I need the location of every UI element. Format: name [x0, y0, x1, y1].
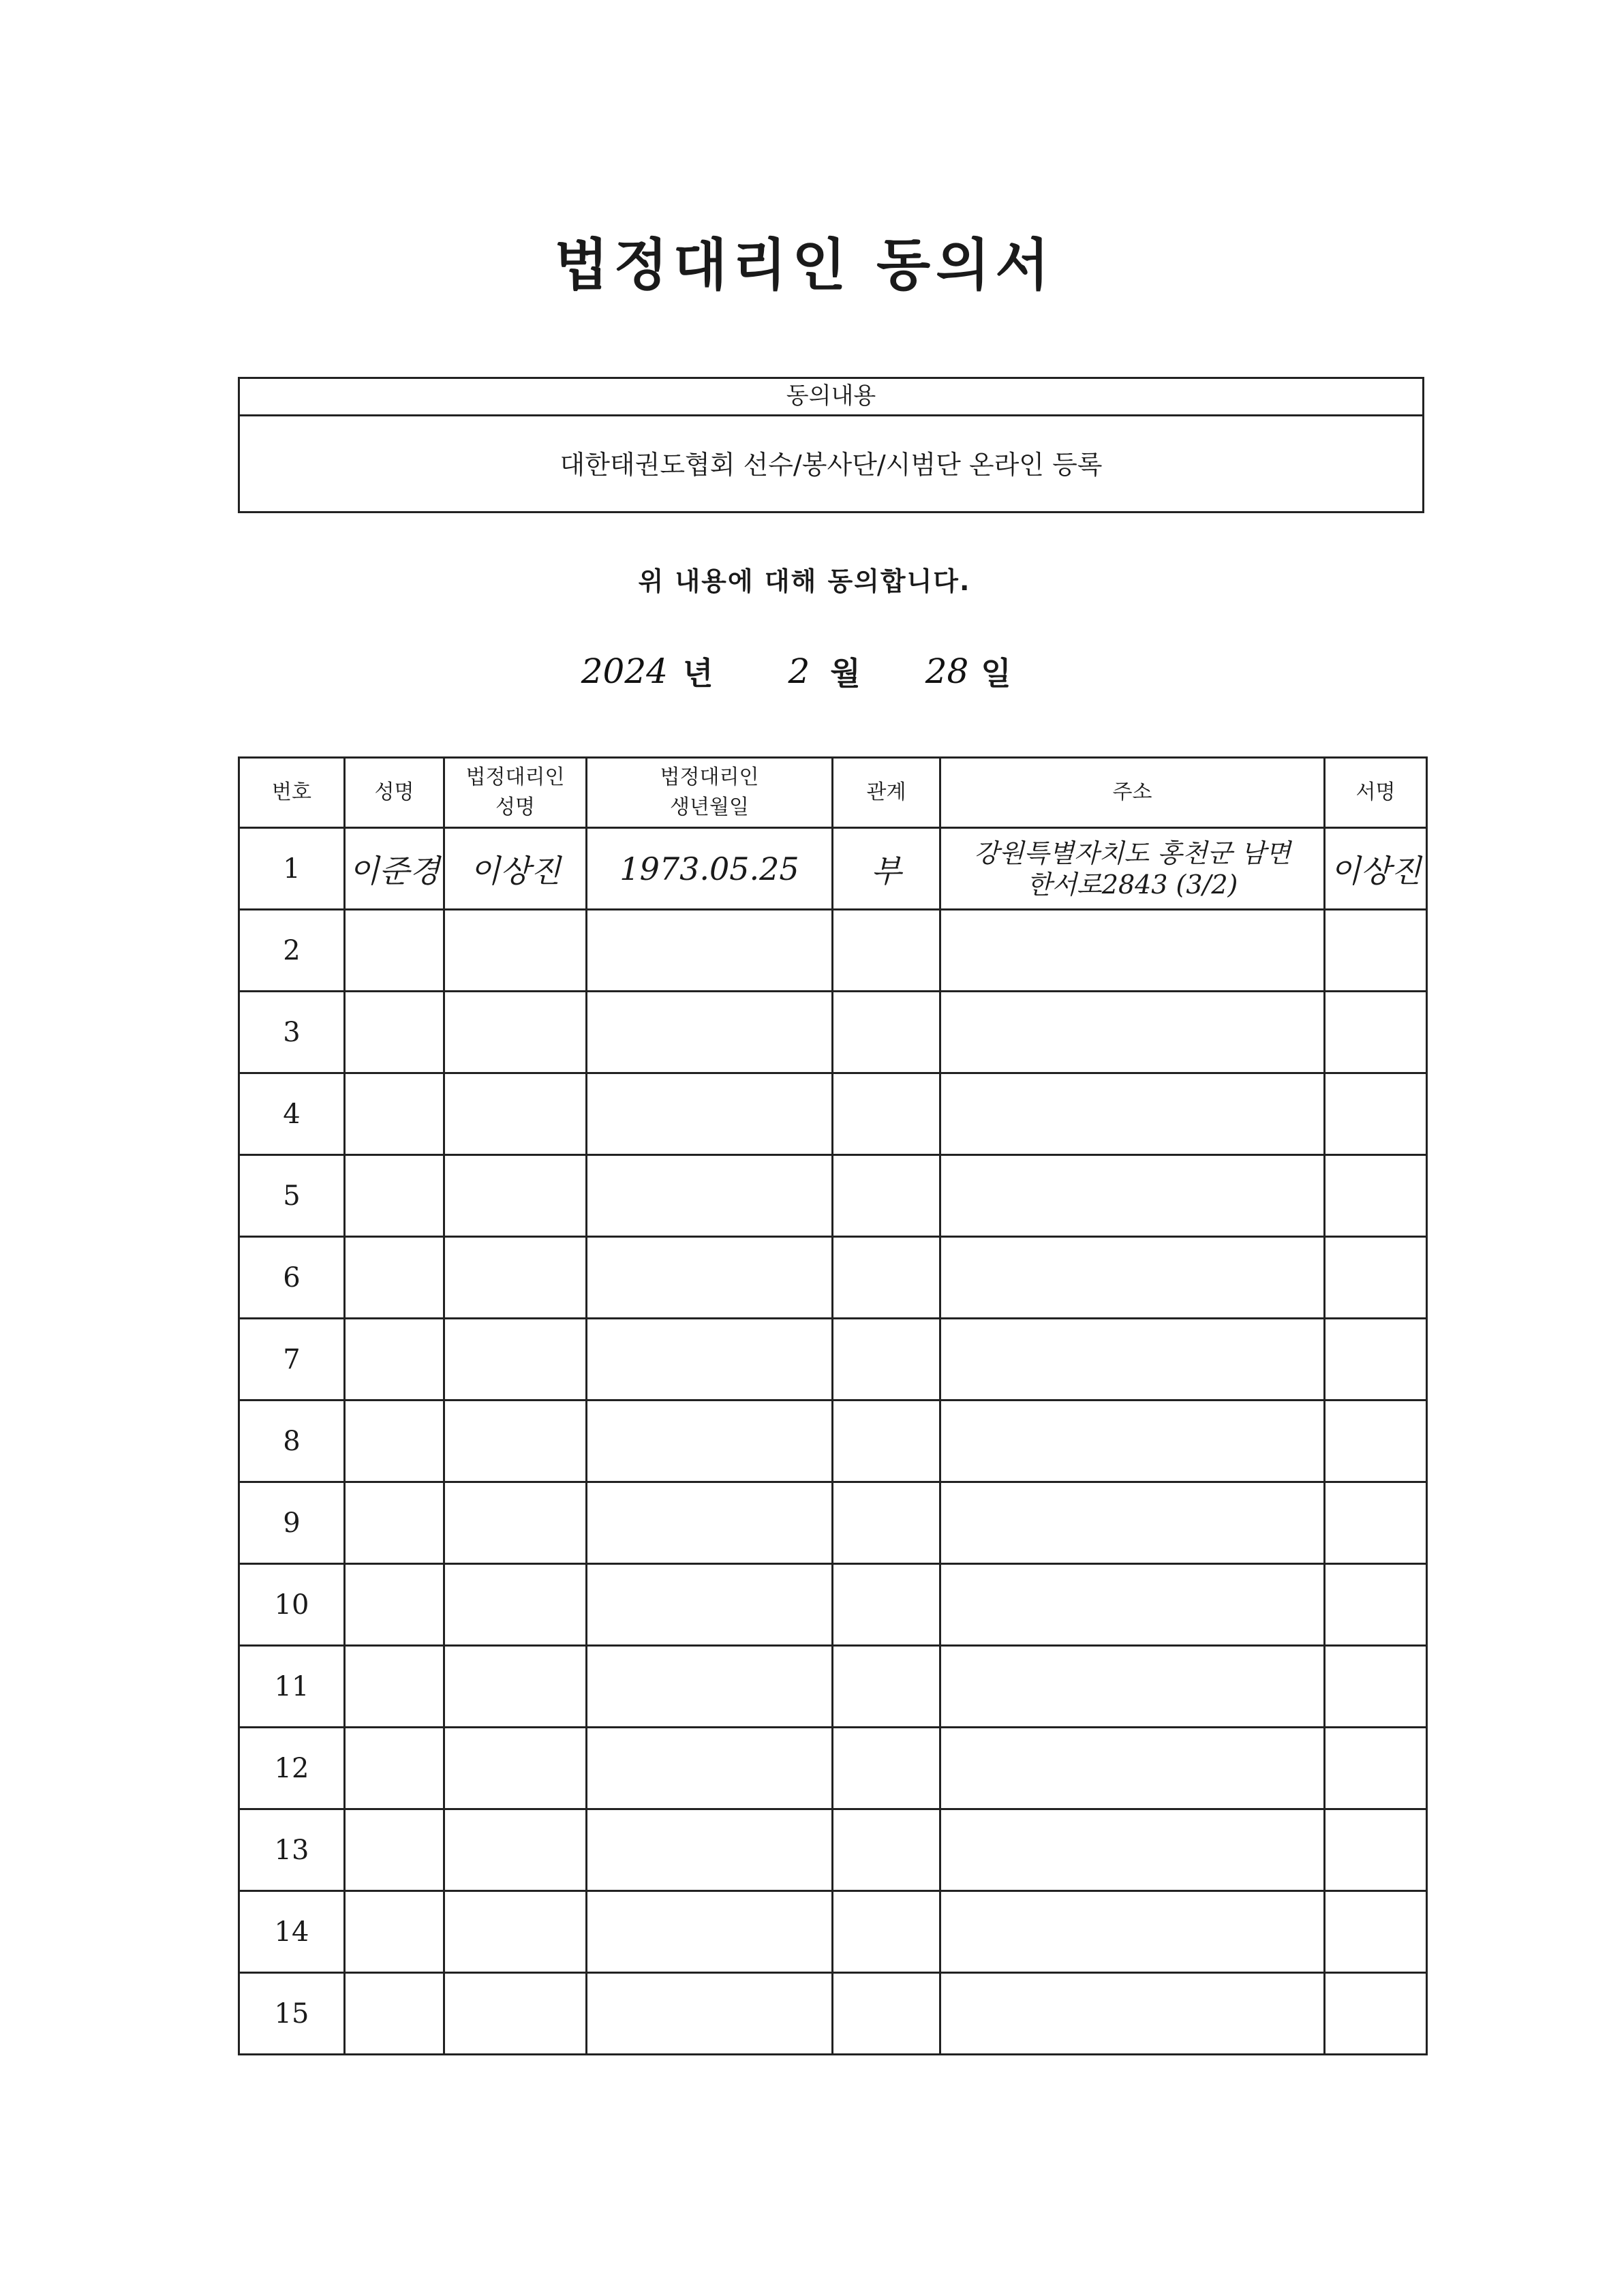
consent-box	[238, 377, 1424, 513]
row-guardian-name[interactable]	[444, 1564, 587, 1646]
row-address[interactable]	[940, 1728, 1325, 1809]
row-signature[interactable]: 이상진	[1325, 828, 1427, 910]
row-address[interactable]	[940, 828, 1325, 910]
table-row	[239, 1482, 1427, 1564]
row-guardian-birth[interactable]: 1973.05.25	[587, 828, 833, 910]
row-guardian-name[interactable]	[444, 910, 587, 992]
row-guardian-name[interactable]	[444, 1482, 587, 1564]
row-number: 15	[239, 1973, 345, 2055]
row-address[interactable]	[940, 1646, 1325, 1728]
row-guardian-birth[interactable]	[587, 1809, 833, 1891]
row-relation[interactable]	[833, 1973, 940, 2055]
row-relation[interactable]	[833, 1319, 940, 1400]
row-guardian-name[interactable]	[444, 992, 587, 1073]
row-guardian-name[interactable]	[444, 1237, 587, 1319]
date-row	[538, 647, 1011, 695]
row-relation[interactable]	[833, 1482, 940, 1564]
row-number: 5	[239, 1155, 345, 1237]
row-name[interactable]	[345, 910, 444, 992]
row-guardian-birth[interactable]	[587, 1073, 833, 1155]
row-guardian-name[interactable]	[444, 1155, 587, 1237]
row-name[interactable]: 이준경	[345, 828, 444, 910]
table-row	[239, 1400, 1427, 1482]
row-address[interactable]	[940, 1400, 1325, 1482]
row-signature[interactable]	[1325, 1482, 1427, 1564]
table-row	[239, 1973, 1427, 2055]
header-number: 번호	[239, 758, 345, 828]
table-row	[239, 1073, 1427, 1155]
row-guardian-birth[interactable]	[587, 1237, 833, 1319]
row-guardian-birth[interactable]	[587, 1155, 833, 1237]
row-address[interactable]	[940, 1319, 1325, 1400]
row-relation[interactable]	[833, 1564, 940, 1646]
row-guardian-birth[interactable]	[587, 1728, 833, 1809]
row-number: 10	[239, 1564, 345, 1646]
row-signature[interactable]	[1325, 1564, 1427, 1646]
row-guardian-birth[interactable]	[587, 1319, 833, 1400]
row-name[interactable]	[345, 1564, 444, 1646]
row-guardian-name[interactable]	[444, 1646, 587, 1728]
header-guardian-birth-line1: 법정대리인	[660, 765, 759, 789]
row-address[interactable]	[940, 1973, 1325, 2055]
row-name[interactable]	[345, 1319, 444, 1400]
row-signature[interactable]	[1325, 1973, 1427, 2055]
table-row	[239, 828, 1427, 910]
header-address: 주소	[940, 758, 1325, 828]
row-address[interactable]	[940, 1155, 1325, 1237]
row-guardian-birth[interactable]	[587, 992, 833, 1073]
row-relation[interactable]	[833, 1728, 940, 1809]
row-signature[interactable]	[1325, 1891, 1427, 1973]
row-address[interactable]	[940, 992, 1325, 1073]
row-guardian-birth[interactable]	[587, 1891, 833, 1973]
row-number: 7	[239, 1319, 345, 1400]
header-name: 성명	[345, 758, 444, 828]
row-address[interactable]	[940, 1891, 1325, 1973]
row-guardian-name[interactable]: 이상진	[444, 828, 587, 910]
header-signature: 서명	[1325, 758, 1427, 828]
row-number: 14	[239, 1891, 345, 1973]
table-row	[239, 1809, 1427, 1891]
row-name[interactable]	[345, 1155, 444, 1237]
row-number: 2	[239, 910, 345, 992]
row-relation[interactable]	[833, 992, 940, 1073]
table-header-row	[239, 758, 1427, 828]
header-guardian-name	[444, 758, 587, 828]
date-year-unit: 년	[683, 655, 714, 692]
row-number: 4	[239, 1073, 345, 1155]
header-relation: 관계	[833, 758, 940, 828]
row-relation[interactable]: 부	[833, 828, 940, 910]
header-guardian-birth	[587, 758, 833, 828]
table-row	[239, 992, 1427, 1073]
table-row	[239, 1237, 1427, 1319]
document-title: 법정대리인 동의서	[554, 233, 1055, 298]
row-address[interactable]	[940, 1482, 1325, 1564]
guardian-table	[238, 756, 1426, 2055]
row-name[interactable]	[345, 1646, 444, 1728]
row-signature[interactable]	[1325, 1319, 1427, 1400]
row-number: 13	[239, 1809, 345, 1891]
row-relation[interactable]	[833, 1891, 940, 1973]
row-relation[interactable]	[833, 1809, 940, 1891]
row-name[interactable]	[345, 1809, 444, 1891]
row-address-line2: 한서로2843 (3/2)	[1026, 869, 1238, 900]
row-number: 8	[239, 1400, 345, 1482]
row-address[interactable]	[940, 1237, 1325, 1319]
row-signature[interactable]	[1325, 1809, 1427, 1891]
date-month-unit: 월	[830, 655, 861, 692]
row-guardian-name[interactable]	[444, 1891, 587, 1973]
table-row	[239, 910, 1427, 992]
row-name[interactable]	[345, 1728, 444, 1809]
row-number: 1	[239, 828, 345, 910]
row-relation[interactable]	[833, 1155, 940, 1237]
table-row	[239, 1728, 1427, 1809]
row-signature[interactable]	[1325, 1728, 1427, 1809]
table-row	[239, 1155, 1427, 1237]
row-signature[interactable]	[1325, 992, 1427, 1073]
row-relation[interactable]	[833, 910, 940, 992]
row-guardian-name[interactable]	[444, 1973, 587, 2055]
row-relation[interactable]	[833, 1646, 940, 1728]
row-name[interactable]	[345, 1237, 444, 1319]
row-guardian-name[interactable]	[444, 1073, 587, 1155]
row-name[interactable]	[345, 1891, 444, 1973]
row-name[interactable]	[345, 1400, 444, 1482]
row-signature[interactable]	[1325, 1237, 1427, 1319]
row-guardian-birth[interactable]	[587, 910, 833, 992]
row-address[interactable]	[940, 1564, 1325, 1646]
row-guardian-name[interactable]	[444, 1400, 587, 1482]
header-guardian-name-line2: 성명	[495, 795, 535, 819]
row-number: 12	[239, 1728, 345, 1809]
row-address-line1: 강원특별자치도 홍천군 남면	[974, 838, 1291, 868]
row-guardian-birth[interactable]	[587, 1400, 833, 1482]
row-guardian-birth[interactable]	[587, 1973, 833, 2055]
row-guardian-birth[interactable]	[587, 1482, 833, 1564]
row-signature[interactable]	[1325, 1073, 1427, 1155]
row-name[interactable]	[345, 1073, 444, 1155]
row-number: 11	[239, 1646, 345, 1728]
row-guardian-name[interactable]	[444, 1728, 587, 1809]
table-row	[239, 1891, 1427, 1973]
consent-body: 대한태권도협회 선수/봉사단/시범단 온라인 등록	[560, 450, 1103, 480]
row-guardian-name[interactable]	[444, 1319, 587, 1400]
table-row	[239, 1646, 1427, 1728]
row-relation[interactable]	[833, 1073, 940, 1155]
agree-statement: 위 내용에 대해 동의합니다.	[638, 566, 971, 596]
row-name[interactable]	[345, 992, 444, 1073]
row-address[interactable]	[940, 910, 1325, 992]
date-day[interactable]: 28	[925, 652, 969, 691]
row-signature[interactable]	[1325, 1155, 1427, 1237]
row-address[interactable]	[940, 1809, 1325, 1891]
row-relation[interactable]	[833, 1237, 940, 1319]
date-year[interactable]: 2024	[581, 652, 668, 691]
consent-header: 동의내용	[240, 379, 1422, 416]
row-name[interactable]	[345, 1973, 444, 2055]
row-guardian-name[interactable]	[444, 1809, 587, 1891]
header-guardian-name-line1: 법정대리인	[465, 765, 565, 789]
table-row	[239, 1319, 1427, 1400]
row-relation[interactable]	[833, 1400, 940, 1482]
row-signature[interactable]	[1325, 1646, 1427, 1728]
row-address[interactable]	[940, 1073, 1325, 1155]
row-number: 9	[239, 1482, 345, 1564]
row-name[interactable]	[345, 1482, 444, 1564]
header-guardian-birth-line2: 생년월일	[670, 795, 749, 819]
date-day-unit: 일	[981, 655, 1011, 692]
row-signature[interactable]	[1325, 910, 1427, 992]
row-number: 3	[239, 992, 345, 1073]
date-month[interactable]: 2	[788, 652, 810, 691]
row-guardian-birth[interactable]	[587, 1564, 833, 1646]
row-number: 6	[239, 1237, 345, 1319]
row-signature[interactable]	[1325, 1400, 1427, 1482]
row-guardian-birth[interactable]	[587, 1646, 833, 1728]
table-row	[239, 1564, 1427, 1646]
